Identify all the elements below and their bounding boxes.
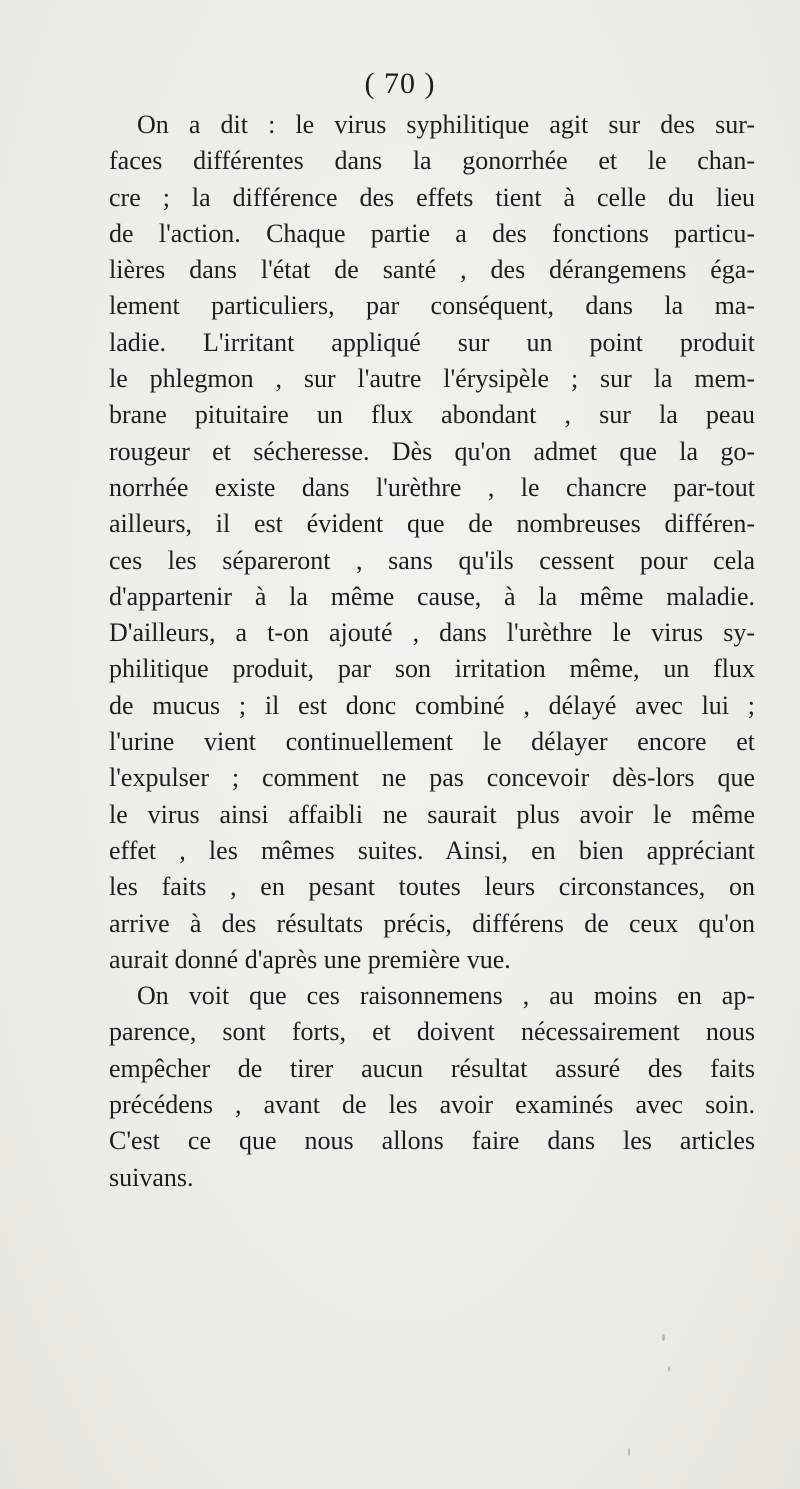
text-line: l'urine vient continuellement le délayer encore et — [109, 727, 755, 757]
text-line: C'est ce que nous allons faire dans les articles — [109, 1126, 755, 1156]
text-line: faces différentes dans la gonorrhée et le chan- — [109, 146, 755, 176]
text-line: ladie. L'irritant appliqué sur un point produit — [109, 327, 755, 357]
text-line: précédens , avant de les avoir examinés avec soin. — [109, 1090, 755, 1120]
text-line: le phlegmon , sur l'autre l'érysipèle ; sur la mem- — [109, 364, 755, 394]
text-line: D'ailleurs, a t-on ajouté , dans l'urèthre le virus sy- — [109, 618, 755, 648]
paper-speck — [628, 1448, 630, 1456]
text-line: de mucus ; il est donc combiné , délayé avec lui ; — [109, 690, 755, 720]
text-line: On a dit : le virus syphilitique agit sur des sur- — [137, 110, 755, 139]
text-line: aurait donné d'après une première vue. — [109, 944, 511, 974]
paper-speck — [662, 1334, 665, 1341]
paper-speck — [668, 1366, 670, 1372]
text-line: arrive à des résultats précis, différens de ceux qu'on — [109, 908, 755, 938]
text-line: philitique produit, par son irritation même, un flux — [109, 654, 755, 684]
text-line: cre ; la différence des effets tient à celle du lieu — [109, 182, 755, 212]
text-line: norrhée existe dans l'urèthre , le chancre par-tout — [109, 472, 755, 502]
text-line: l'expulser ; comment ne pas concevoir dès-lors que — [109, 763, 755, 793]
text-line: effet , les mêmes suites. Ainsi, en bien appréciant — [109, 835, 755, 865]
text-line: brane pituitaire un flux abondant , sur la peau — [109, 400, 755, 430]
text-line: lières dans l'état de santé , des dérangemens éga- — [109, 255, 755, 285]
text-line: le virus ainsi affaibli ne saurait plus avoir le même — [109, 799, 755, 829]
text-line: lement particuliers, par conséquent, dans la ma- — [109, 291, 755, 321]
text-line: de l'action. Chaque partie a des fonctions particu- — [109, 218, 755, 248]
text-line: d'appartenir à la même cause, à la même maladie. — [109, 581, 755, 611]
text-line: parence, sont forts, et doivent nécessairement nous — [109, 1017, 755, 1047]
body-text — [109, 107, 755, 1196]
text-line: rougeur et sécheresse. Dès qu'on admet que la go- — [109, 436, 755, 466]
text-line: ces les sépareront , sans qu'ils cessent pour cela — [109, 545, 755, 575]
text-line: les faits , en pesant toutes leurs circonstances, on — [109, 872, 755, 902]
text-line: empêcher de tirer aucun résultat assuré des faits — [109, 1053, 755, 1083]
page-number: ( 70 ) — [364, 67, 436, 100]
text-line: suivans. — [109, 1162, 194, 1192]
text-line: On voit que ces raisonnemens , au moins en ap- — [137, 981, 755, 1011]
text-line: ailleurs, il est évident que de nombreuses différen- — [109, 509, 755, 539]
